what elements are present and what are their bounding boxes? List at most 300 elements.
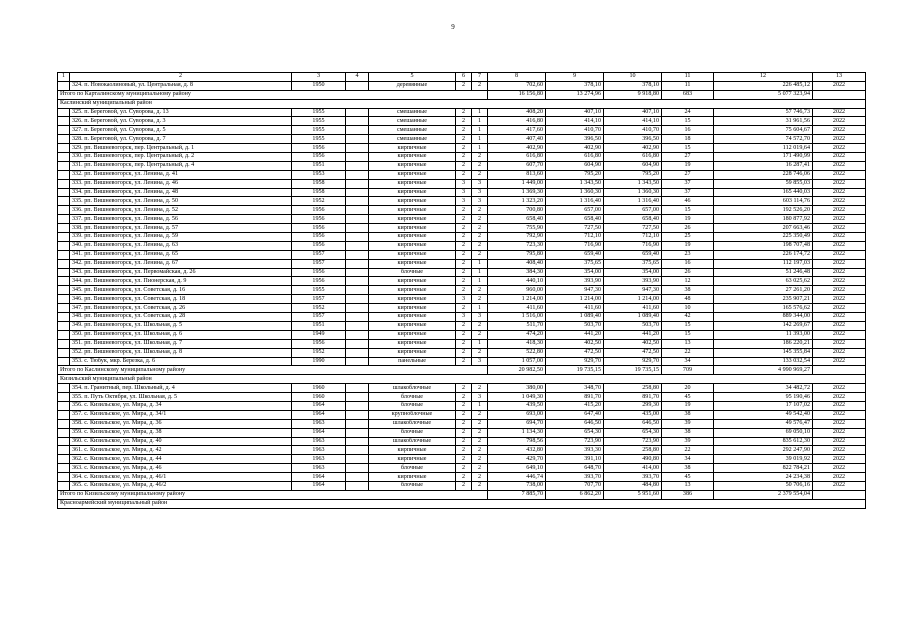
area-b-cell: 654,30 [546, 428, 604, 437]
subtotal-label: Итого по Каслинскому муниципальному району [58, 366, 488, 375]
area-c-cell: 1 360,30 [604, 188, 662, 197]
residents-cell: 45 [662, 473, 714, 482]
table-row [58, 419, 866, 428]
cost-cell: 145 355,84 [714, 348, 813, 357]
residents-cell: 48 [662, 295, 714, 304]
total-area-cell: 693,00 [488, 410, 546, 419]
entrances-cell: 3 [472, 179, 488, 188]
area-b-cell: 402,90 [546, 144, 604, 153]
address-cell: 347. рп. Вишневогорск, ул. Советская, д. 26 [70, 304, 292, 313]
area-c-cell: 716,90 [604, 241, 662, 250]
residents-cell: 15 [662, 144, 714, 153]
col4-cell [346, 117, 369, 126]
subtotal-row [58, 366, 866, 375]
column-number-8: 8 [488, 73, 546, 82]
area-c-cell: 723,90 [604, 437, 662, 446]
deadline-cell: 2022 [813, 481, 866, 490]
deadline-cell: 2022 [813, 135, 866, 144]
year-cell: 1955 [292, 135, 346, 144]
residents-cell: 19 [662, 215, 714, 224]
entrances-cell: 1 [472, 108, 488, 117]
wall-material-cell: крупноблочные [369, 410, 456, 419]
year-cell: 1963 [292, 464, 346, 473]
address-cell: 364. с. Кизильское, ул. Мира, д. 46/1 [70, 473, 292, 482]
total-area-cell: 649,10 [488, 464, 546, 473]
district-name: Каслинский муниципальный район [58, 99, 866, 108]
subtotal-deadline [813, 366, 866, 375]
address-cell: 332. рп. Вишневогорск, ул. Ленина, д. 41 [70, 170, 292, 179]
table-row [58, 241, 866, 250]
row-number [58, 224, 70, 233]
address-cell: 341. рп. Вишневогорск, ул. Ленина, д. 65 [70, 250, 292, 259]
deadline-cell: 2022 [813, 419, 866, 428]
year-cell: 1955 [292, 117, 346, 126]
cost-cell: 50 706,16 [714, 481, 813, 490]
wall-material-cell: кирпичные [369, 233, 456, 242]
total-area-cell: 616,80 [488, 153, 546, 162]
table-row [58, 135, 866, 144]
col4-cell [346, 428, 369, 437]
area-b-cell: 393,70 [546, 473, 604, 482]
area-b-cell: 472,50 [546, 348, 604, 357]
wall-material-cell: шлакоблочные [369, 437, 456, 446]
entrances-cell: 1 [472, 401, 488, 410]
residents-cell: 25 [662, 233, 714, 242]
deadline-cell: 2022 [813, 126, 866, 135]
cost-cell: 49 576,47 [714, 419, 813, 428]
total-area-cell: 439,50 [488, 401, 546, 410]
row-number [58, 233, 70, 242]
year-cell: 1957 [292, 259, 346, 268]
area-c-cell: 472,50 [604, 348, 662, 357]
floors-cell: 2 [456, 117, 472, 126]
deadline-cell: 2022 [813, 321, 866, 330]
entrances-cell: 2 [472, 464, 488, 473]
residents-cell: 15 [662, 330, 714, 339]
year-cell: 1964 [292, 481, 346, 490]
residents-cell: 15 [662, 117, 714, 126]
table-row [58, 473, 866, 482]
table-row [58, 126, 866, 135]
row-number [58, 250, 70, 259]
table-row [58, 81, 866, 90]
col4-cell [346, 179, 369, 188]
area-b-cell: 727,50 [546, 224, 604, 233]
residents-cell: 39 [662, 419, 714, 428]
area-b-cell: 647,40 [546, 410, 604, 419]
deadline-cell: 2022 [813, 464, 866, 473]
total-area-cell: 417,60 [488, 126, 546, 135]
residents-cell: 16 [662, 126, 714, 135]
residents-cell: 15 [662, 321, 714, 330]
deadline-cell: 2022 [813, 206, 866, 215]
year-cell: 1964 [292, 428, 346, 437]
year-cell: 1950 [292, 81, 346, 90]
cost-cell: 292 247,90 [714, 446, 813, 455]
table-row [58, 233, 866, 242]
col4-cell [346, 313, 369, 322]
deadline-cell: 2022 [813, 144, 866, 153]
wall-material-cell: блочные [369, 428, 456, 437]
residents-cell: 19 [662, 401, 714, 410]
deadline-cell: 2022 [813, 117, 866, 126]
address-cell: 330. рп. Вишневогорск, пер. Центральный, д. 2 [70, 153, 292, 162]
area-b-cell: 1 089,40 [546, 313, 604, 322]
floors-cell: 3 [456, 188, 472, 197]
total-area-cell: 446,74 [488, 473, 546, 482]
wall-material-cell: смешанные [369, 135, 456, 144]
wall-material-cell: кирпичные [369, 295, 456, 304]
housing-register-table [57, 72, 866, 509]
col4-cell [346, 384, 369, 393]
row-number [58, 357, 70, 366]
subtotal-label: Итого по Кизильскому муниципальному району [58, 490, 488, 499]
floors-cell: 2 [456, 419, 472, 428]
address-cell: 354. п. Гранитный, пер. Школьный, д. 4 [70, 384, 292, 393]
area-c-cell: 484,80 [604, 481, 662, 490]
total-area-cell: 408,40 [488, 259, 546, 268]
col4-cell [346, 206, 369, 215]
row-number [58, 81, 70, 90]
row-number [58, 295, 70, 304]
col4-cell [346, 197, 369, 206]
col4-cell [346, 339, 369, 348]
table-row [58, 428, 866, 437]
table-row [58, 206, 866, 215]
area-c-cell: 258,80 [604, 446, 662, 455]
floors-cell: 2 [456, 473, 472, 482]
table-row [58, 170, 866, 179]
area-c-cell: 258,80 [604, 384, 662, 393]
row-number [58, 339, 70, 348]
wall-material-cell: кирпичные [369, 348, 456, 357]
entrances-cell: 2 [472, 224, 488, 233]
year-cell: 1956 [292, 277, 346, 286]
table-row [58, 224, 866, 233]
col4-cell [346, 188, 369, 197]
wall-material-cell: кирпичные [369, 446, 456, 455]
year-cell: 1951 [292, 321, 346, 330]
cost-cell: 69 050,10 [714, 428, 813, 437]
area-c-cell: 727,50 [604, 224, 662, 233]
year-cell: 1958 [292, 179, 346, 188]
table-row [58, 393, 866, 402]
subtotal-area-c: 9 918,80 [604, 90, 662, 99]
row-number [58, 144, 70, 153]
year-cell: 1956 [292, 206, 346, 215]
column-number-12: 12 [714, 73, 813, 82]
area-b-cell: 402,50 [546, 339, 604, 348]
wall-material-cell: кирпичные [369, 197, 456, 206]
area-b-cell: 1 360,30 [546, 188, 604, 197]
area-b-cell: 723,90 [546, 437, 604, 446]
area-b-cell: 712,10 [546, 233, 604, 242]
col4-cell [346, 268, 369, 277]
area-c-cell: 712,10 [604, 233, 662, 242]
floors-cell: 2 [456, 268, 472, 277]
area-c-cell: 375,65 [604, 259, 662, 268]
row-number [58, 170, 70, 179]
deadline-cell: 2022 [813, 81, 866, 90]
col4-cell [346, 81, 369, 90]
cost-cell: 228 746,06 [714, 170, 813, 179]
table-row [58, 179, 866, 188]
column-number-9: 9 [546, 73, 604, 82]
subtotal-area-b: 13 274,96 [546, 90, 604, 99]
deadline-cell: 2022 [813, 188, 866, 197]
floors-cell: 2 [456, 455, 472, 464]
entrances-cell: 2 [472, 321, 488, 330]
cost-cell: 235 907,21 [714, 295, 813, 304]
col4-cell [346, 153, 369, 162]
col4-cell [346, 170, 369, 179]
wall-material-cell: смешанные [369, 126, 456, 135]
wall-material-cell: кирпичные [369, 179, 456, 188]
address-cell: 355. п. Путь Октября, ул. Школьная, д. 5 [70, 393, 292, 402]
row-number [58, 268, 70, 277]
floors-cell: 2 [456, 161, 472, 170]
floors-cell: 2 [456, 464, 472, 473]
area-b-cell: 716,90 [546, 241, 604, 250]
wall-material-cell: кирпичные [369, 215, 456, 224]
address-cell: 334. рп. Вишневогорск, ул. Ленина, д. 48 [70, 188, 292, 197]
entrances-cell: 1 [472, 268, 488, 277]
total-area-cell: 380,00 [488, 384, 546, 393]
row-number [58, 446, 70, 455]
address-cell: 348. рп. Вишневогорск, ул. Советская, д. 28 [70, 313, 292, 322]
col4-cell [346, 357, 369, 366]
col4-cell [346, 473, 369, 482]
wall-material-cell: кирпичные [369, 170, 456, 179]
floors-cell: 2 [456, 446, 472, 455]
total-area-cell: 1 134,30 [488, 428, 546, 437]
floors-cell: 3 [456, 313, 472, 322]
cost-cell: 822 784,21 [714, 464, 813, 473]
deadline-cell: 2022 [813, 224, 866, 233]
cost-cell: 142 269,67 [714, 321, 813, 330]
entrances-cell: 2 [472, 473, 488, 482]
table-row [58, 197, 866, 206]
entrances-cell: 2 [472, 161, 488, 170]
area-c-cell: 891,70 [604, 393, 662, 402]
entrances-cell: 2 [472, 410, 488, 419]
area-b-cell: 348,70 [546, 384, 604, 393]
address-cell: 350. рп. Вишневогорск, ул. Школьная, д. 6 [70, 330, 292, 339]
wall-material-cell: кирпичные [369, 259, 456, 268]
row-number [58, 455, 70, 464]
table-row [58, 144, 866, 153]
wall-material-cell: смешанные [369, 108, 456, 117]
cost-cell: 603 114,76 [714, 197, 813, 206]
residents-cell: 37 [662, 179, 714, 188]
cost-cell: 27 261,20 [714, 286, 813, 295]
floors-cell: 3 [456, 295, 472, 304]
year-cell: 1960 [292, 384, 346, 393]
entrances-cell: 3 [472, 313, 488, 322]
table-row [58, 330, 866, 339]
col4-cell [346, 464, 369, 473]
table-row [58, 410, 866, 419]
total-area-cell: 702,60 [488, 81, 546, 90]
entrances-cell: 2 [472, 233, 488, 242]
year-cell: 1960 [292, 393, 346, 402]
area-b-cell: 375,65 [546, 259, 604, 268]
subtotal-row [58, 90, 866, 99]
floors-cell: 2 [456, 384, 472, 393]
floors-cell: 2 [456, 330, 472, 339]
column-number-4: 4 [346, 73, 369, 82]
district-header-row [58, 499, 866, 508]
cost-cell: 192 526,20 [714, 206, 813, 215]
floors-cell: 2 [456, 357, 472, 366]
area-c-cell: 441,20 [604, 330, 662, 339]
area-c-cell: 414,00 [604, 464, 662, 473]
table-row [58, 304, 866, 313]
area-b-cell: 411,60 [546, 304, 604, 313]
total-area-cell: 738,00 [488, 481, 546, 490]
wall-material-cell: кирпичные [369, 321, 456, 330]
deadline-cell: 2022 [813, 108, 866, 117]
entrances-cell: 2 [472, 437, 488, 446]
floors-cell: 2 [456, 215, 472, 224]
total-area-cell: 440,10 [488, 277, 546, 286]
entrances-cell: 2 [472, 250, 488, 259]
cost-cell: 180 877,92 [714, 215, 813, 224]
entrances-cell: 2 [472, 170, 488, 179]
column-number-row [58, 73, 866, 82]
total-area-cell: 795,80 [488, 250, 546, 259]
wall-material-cell: кирпичные [369, 455, 456, 464]
residents-cell: 16 [662, 259, 714, 268]
floors-cell: 2 [456, 135, 472, 144]
column-number-10: 10 [604, 73, 662, 82]
cost-cell: 207 663,46 [714, 224, 813, 233]
area-b-cell: 396,50 [546, 135, 604, 144]
table-row [58, 295, 866, 304]
year-cell: 1952 [292, 304, 346, 313]
entrances-cell: 2 [472, 295, 488, 304]
area-b-cell: 604,90 [546, 161, 604, 170]
area-c-cell: 1 089,40 [604, 313, 662, 322]
table-row [58, 117, 866, 126]
row-number [58, 481, 70, 490]
entrances-cell: 3 [472, 357, 488, 366]
row-number [58, 197, 70, 206]
area-c-cell: 1 214,00 [604, 295, 662, 304]
wall-material-cell: кирпичные [369, 153, 456, 162]
subtotal-area-a: 16 156,80 [488, 90, 546, 99]
deadline-cell: 2022 [813, 268, 866, 277]
cost-cell: 31 961,56 [714, 117, 813, 126]
cost-cell: 165 576,62 [714, 304, 813, 313]
col4-cell [346, 126, 369, 135]
floors-cell: 2 [456, 250, 472, 259]
col4-cell [346, 410, 369, 419]
col4-cell [346, 455, 369, 464]
residents-cell: 26 [662, 268, 714, 277]
wall-material-cell: кирпичные [369, 144, 456, 153]
area-b-cell: 929,70 [546, 357, 604, 366]
cost-cell: 112 019,64 [714, 144, 813, 153]
wall-material-cell: кирпичные [369, 286, 456, 295]
entrances-cell: 2 [472, 330, 488, 339]
address-cell: 365. с. Кизильское, ул. Мира, д. 46/2 [70, 481, 292, 490]
address-cell: 340. рп. Вишневогорск, ул. Ленина, д. 63 [70, 241, 292, 250]
area-c-cell: 393,90 [604, 277, 662, 286]
deadline-cell: 2022 [813, 455, 866, 464]
residents-cell: 23 [662, 250, 714, 259]
cost-cell: 59 855,03 [714, 179, 813, 188]
district-header-row [58, 99, 866, 108]
wall-material-cell: блочные [369, 268, 456, 277]
year-cell: 1955 [292, 126, 346, 135]
floors-cell: 2 [456, 304, 472, 313]
address-cell: 363. с. Кизильское, ул. Мира, д. 46 [70, 464, 292, 473]
area-c-cell: 659,40 [604, 250, 662, 259]
column-number-11: 11 [662, 73, 714, 82]
residents-cell: 38 [662, 286, 714, 295]
entrances-cell: 2 [472, 81, 488, 90]
total-area-cell: 411,60 [488, 304, 546, 313]
address-cell: 353. с. Тюбук, мкр. Березка, д. 6 [70, 357, 292, 366]
col4-cell [346, 224, 369, 233]
col4-cell [346, 295, 369, 304]
floors-cell: 2 [456, 481, 472, 490]
entrances-cell: 2 [472, 455, 488, 464]
residents-cell: 34 [662, 455, 714, 464]
table-row [58, 286, 866, 295]
area-b-cell: 393,90 [546, 277, 604, 286]
table-row [58, 339, 866, 348]
year-cell: 1955 [292, 108, 346, 117]
total-area-cell: 408,20 [488, 108, 546, 117]
total-area-cell: 700,80 [488, 206, 546, 215]
deadline-cell: 2022 [813, 437, 866, 446]
wall-material-cell: кирпичные [369, 241, 456, 250]
area-b-cell: 616,80 [546, 153, 604, 162]
row-number [58, 126, 70, 135]
total-area-cell: 658,40 [488, 215, 546, 224]
cost-cell: 16 287,41 [714, 161, 813, 170]
floors-cell: 2 [456, 410, 472, 419]
address-cell: 343. рп. Вишневогорск, ул. Первомайская, д. 26 [70, 268, 292, 277]
deadline-cell: 2022 [813, 286, 866, 295]
area-c-cell: 1 343,50 [604, 179, 662, 188]
cost-cell: 226 485,12 [714, 81, 813, 90]
year-cell: 1956 [292, 339, 346, 348]
cost-cell: 835 612,30 [714, 437, 813, 446]
wall-material-cell: блочные [369, 401, 456, 410]
entrances-cell: 2 [472, 215, 488, 224]
floors-cell: 2 [456, 401, 472, 410]
area-c-cell: 658,40 [604, 215, 662, 224]
table-row [58, 464, 866, 473]
wall-material-cell: кирпичные [369, 161, 456, 170]
year-cell: 1963 [292, 437, 346, 446]
total-area-cell: 798,56 [488, 437, 546, 446]
residents-cell: 27 [662, 153, 714, 162]
table-row [58, 481, 866, 490]
area-b-cell: 658,40 [546, 215, 604, 224]
address-cell: 357. с. Кизильское, ул. Мира, д. 34/1 [70, 410, 292, 419]
total-area-cell: 384,30 [488, 268, 546, 277]
total-area-cell: 522,80 [488, 348, 546, 357]
address-cell: 338. рп. Вишневогорск, ул. Ленина, д. 57 [70, 224, 292, 233]
cost-cell: 39 019,92 [714, 455, 813, 464]
table-row [58, 215, 866, 224]
deadline-cell: 2022 [813, 384, 866, 393]
row-number [58, 215, 70, 224]
